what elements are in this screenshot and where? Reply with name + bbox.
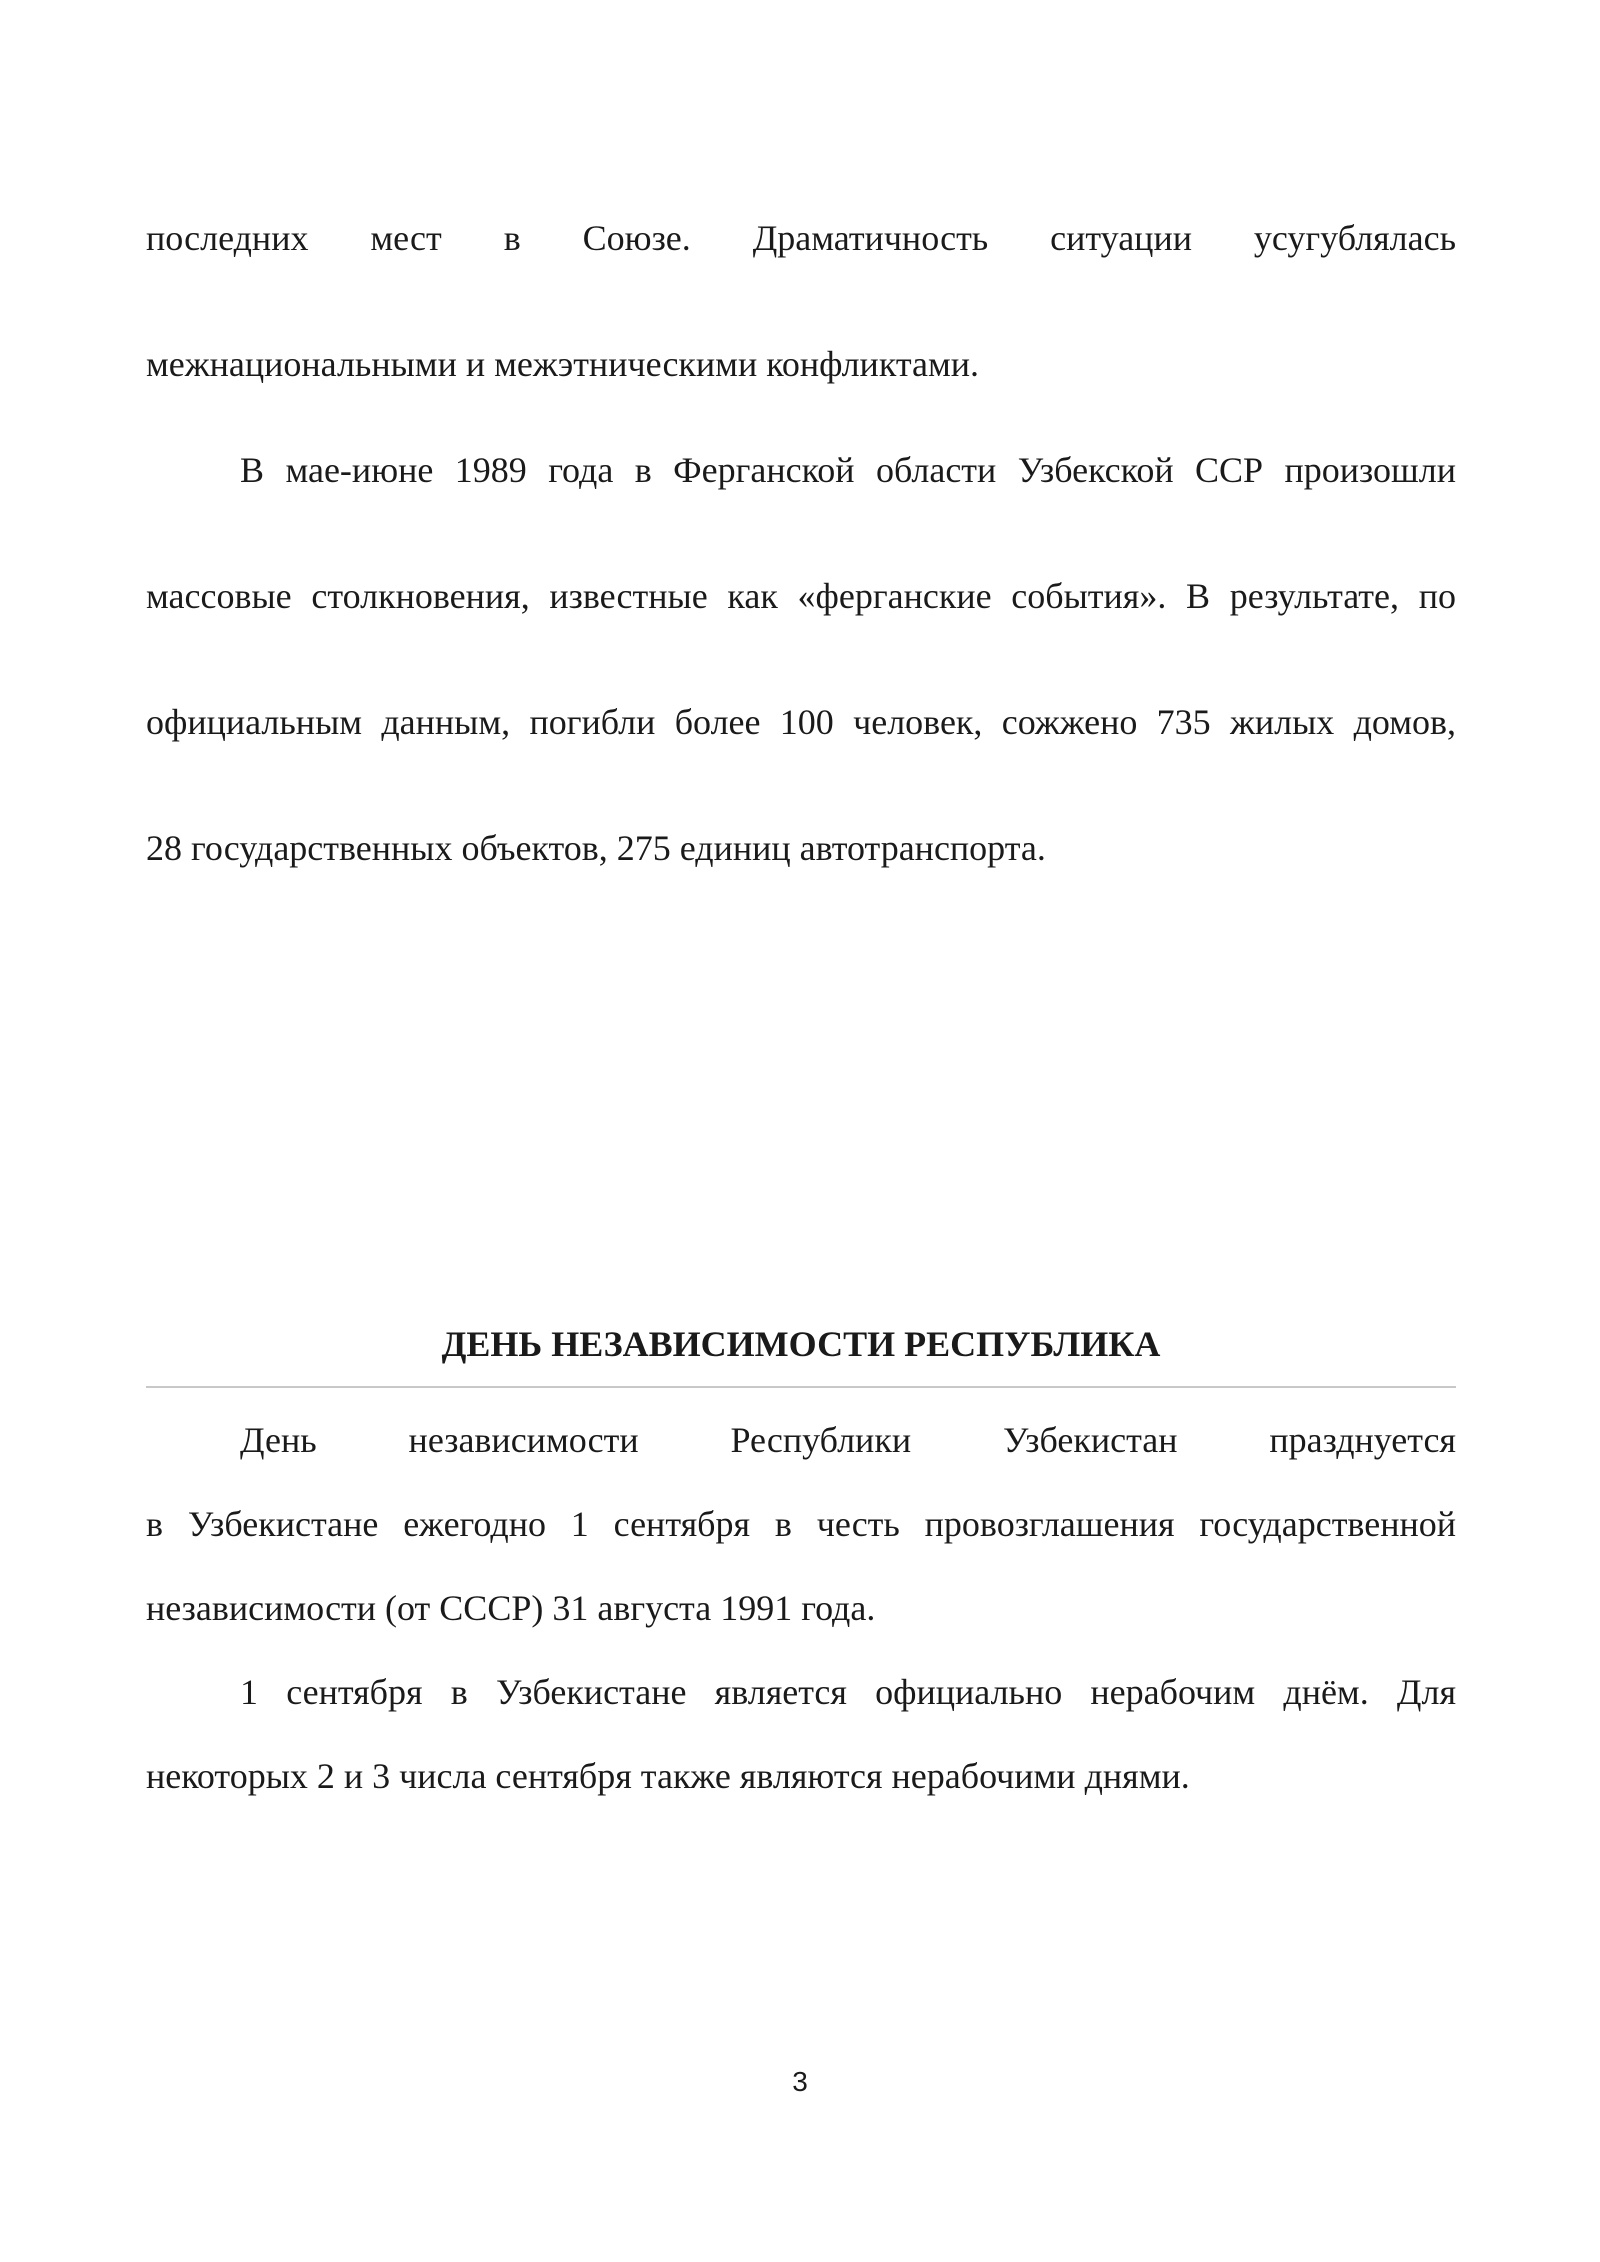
paragraph-line: межнациональными и межэтническими конфликтами. xyxy=(146,344,980,384)
page-number: 3 xyxy=(792,2066,808,2097)
paragraph-line: официальным данным, погибли более 100 человек, сожжено 735 жилых домов, xyxy=(146,702,1456,742)
paragraph-line: некоторых 2 и 3 числа сентября также являются нерабочими днями. xyxy=(146,1756,1190,1796)
paragraph-line: массовые столкновения, известные как «ферганские события». В результате, по xyxy=(146,576,1456,616)
paragraph-line: 1 сентября в Узбекистане является официально нерабочим днём. Для xyxy=(240,1672,1456,1712)
paragraph-line: независимости (от СССР) 31 августа 1991 года. xyxy=(146,1588,876,1628)
section-heading: ДЕНЬ НЕЗАВИСИМОСТИ РЕСПУБЛИКА xyxy=(441,1324,1161,1364)
heading-divider xyxy=(146,1386,1456,1388)
paragraph-line: В мае-июне 1989 года в Ферганской области Узбекской ССР произошли xyxy=(240,450,1456,490)
paragraph-line: День независимости Республики Узбекистан празднуется xyxy=(240,1420,1456,1460)
paragraph-line: последних мест в Союзе. Драматичность ситуации усугублялась xyxy=(146,218,1456,258)
paragraph-line: 28 государственных объектов, 275 единиц автотранспорта. xyxy=(146,828,1046,868)
paragraph-1 xyxy=(146,216,1456,386)
paragraph-2 xyxy=(146,448,1456,870)
paragraph-3 xyxy=(146,1418,1456,1630)
paragraph-line: в Узбекистане ежегодно 1 сентября в честь провозглашения государственной xyxy=(146,1504,1456,1544)
paragraph-4 xyxy=(146,1670,1456,1798)
